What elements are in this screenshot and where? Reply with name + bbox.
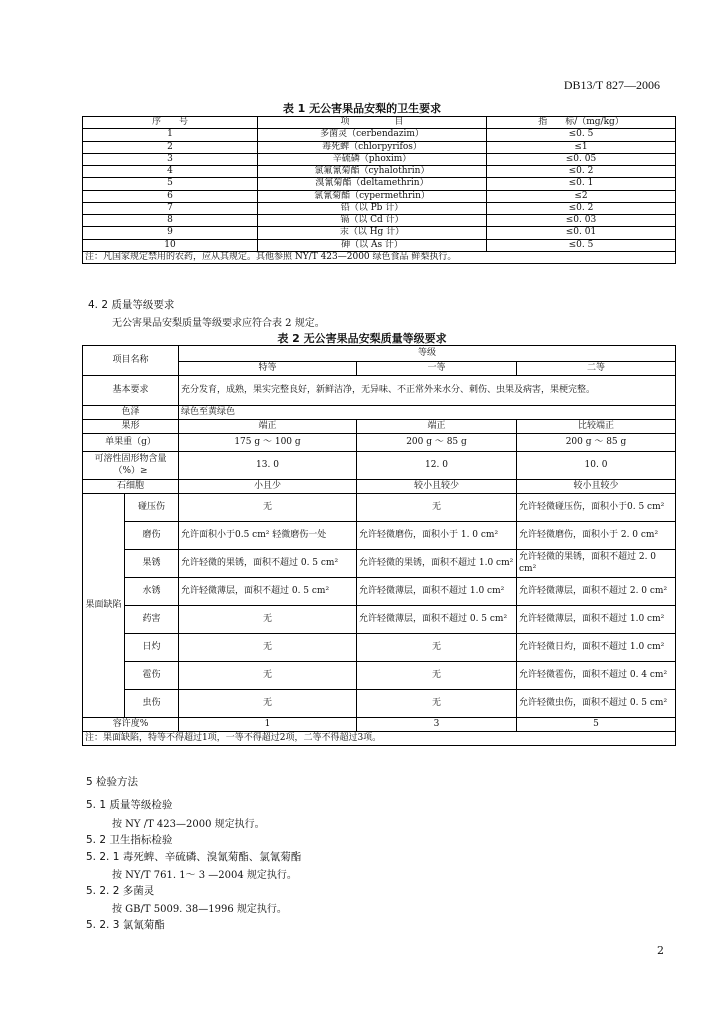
table-cell: 溴氰菊酯（deltamethrin） [258, 178, 487, 190]
table-cell: 氯氟氰菊酯（cyhalothrin） [258, 166, 487, 178]
section-5-1-title: 5. 1 质量等级检验 [86, 799, 173, 811]
section-5-2-2-text: 按 GB/T 5009. 38—1996 规定执行。 [112, 904, 287, 915]
standard-number: DB13/T 827—2006 [563, 78, 660, 92]
table-row [83, 215, 676, 227]
table1-caption: 表 1 无公害果品安梨的卫生要求 [282, 102, 442, 115]
defect-first: 允许轻微磨伤，面积小于 1. 0 cm² [357, 522, 517, 550]
page-number: 2 [657, 944, 664, 957]
header-cell: 指 标/（mg/kg） [487, 117, 676, 129]
color-label: 色泽 [83, 406, 179, 420]
table-cell: ≤0. 01 [487, 227, 676, 239]
header-cell: 序 号 [83, 117, 258, 129]
tolerance-value: 3 [357, 718, 517, 732]
table-cell: ≤0. 1 [487, 178, 676, 190]
stone-value: 小且少 [179, 480, 357, 494]
table-cell: ≤0. 2 [487, 166, 676, 178]
table-cell: 1 [83, 129, 258, 141]
defect-special: 无 [179, 606, 357, 634]
shape-value: 端正 [179, 420, 357, 434]
table-cell: ≤1 [487, 141, 676, 153]
defect-name: 药害 [125, 606, 179, 634]
defect-name: 果锈 [125, 550, 179, 578]
table-cell: 3 [83, 153, 258, 165]
defect-second: 允许轻微的果锈，面积不超过 2. 0 cm² [517, 550, 676, 578]
defect-row [83, 634, 676, 662]
table-cell: 10 [83, 239, 258, 251]
grade-first: 一等 [357, 362, 517, 376]
table-cell: 8 [83, 215, 258, 227]
shape-value: 端正 [357, 420, 517, 434]
table-cell: 多菌灵（cerbendazim） [258, 129, 487, 141]
section-5-2-1-title: 5. 2. 1 毒死蜱、辛硫磷、溴氰菊酯、氯氰菊酯 [86, 851, 302, 863]
table2-caption: 表 2 无公害果品安梨质量等级要求 [277, 332, 447, 345]
hygiene-table [82, 116, 676, 264]
defect-first: 允许轻微的果锈，面积不超过 1.0 cm² [357, 550, 517, 578]
defect-name: 水锈 [125, 578, 179, 606]
table-cell: ≤0. 05 [487, 153, 676, 165]
defect-row [83, 662, 676, 690]
defect-special: 无 [179, 690, 357, 718]
defect-first: 允许轻微薄层，面积不超过 0. 5 cm² [357, 606, 517, 634]
stone-label: 石细胞 [83, 480, 179, 494]
defect-row [83, 690, 676, 718]
table-cell: ≤0. 5 [487, 239, 676, 251]
defect-row [83, 550, 676, 578]
section-5-2-3-title: 5. 2. 3 氯氰菊酯 [86, 919, 165, 931]
defect-row [83, 578, 676, 606]
weight-value: 175 g ～ 100 g [179, 434, 357, 452]
weight-value: 200 g ～ 85 g [357, 434, 517, 452]
table-row [83, 239, 676, 251]
table-cell: ≤2 [487, 190, 676, 202]
defect-second: 允许轻微雹伤，面积不超过 0. 4 cm² [517, 662, 676, 690]
shape-label: 果形 [83, 420, 179, 434]
solid-value: 12. 0 [357, 452, 517, 480]
defect-first: 允许轻微薄层，面积不超过 1.0 cm² [357, 578, 517, 606]
section-5-1-text: 按 NY /T 423—2000 规定执行。 [112, 819, 265, 830]
solid-value: 10. 0 [517, 452, 676, 480]
section-5-2-title: 5. 2 卫生指标检验 [86, 834, 173, 846]
defect-special: 无 [179, 634, 357, 662]
table-cell: ≤0. 03 [487, 215, 676, 227]
item-name-header: 项目名称 [83, 346, 179, 376]
defect-special: 无 [179, 662, 357, 690]
table-row [83, 153, 676, 165]
tolerance-value: 5 [517, 718, 676, 732]
table-note-row [83, 251, 676, 263]
defect-second: 允许轻微薄层，面积不超过 2. 0 cm² [517, 578, 676, 606]
defect-row [83, 522, 676, 550]
table2-note: 注：果面缺陷，特等不得超过1项，一等不得超过2项，二等不得超过3项。 [83, 732, 676, 746]
defect-first: 无 [357, 662, 517, 690]
tolerance-value: 1 [179, 718, 357, 732]
defect-second: 允许轻微薄层，面积不超过 1.0 cm² [517, 606, 676, 634]
grade-special: 特等 [179, 362, 357, 376]
weight-label: 单果重（g） [83, 434, 179, 452]
table-cell: 铅（以 Pb 计） [258, 202, 487, 214]
section-4-2-text: 无公害果品安梨质量等级要求应符合表 2 规定。 [112, 318, 325, 329]
section-5-title: 5 检验方法 [86, 776, 139, 788]
shape-value: 比较端正 [517, 420, 676, 434]
table-cell: ≤0. 5 [487, 129, 676, 141]
table-cell: 氯氰菊酯（cypermethrin） [258, 190, 487, 202]
defect-name: 日灼 [125, 634, 179, 662]
tolerance-label: 容许度% [83, 718, 179, 732]
table-row [83, 129, 676, 141]
table-cell: 4 [83, 166, 258, 178]
table-row [83, 166, 676, 178]
solid-label: 可溶性固形物含量（%）≥ [83, 452, 179, 480]
section-4-2-title: 4. 2 质量等级要求 [88, 299, 175, 311]
table-cell: 9 [83, 227, 258, 239]
defect-second: 允许轻微碰压伤，面积小于0. 5 cm² [517, 494, 676, 522]
defect-row [83, 606, 676, 634]
defect-name: 雹伤 [125, 662, 179, 690]
table-cell: 辛硫磷（phoxim） [258, 153, 487, 165]
table-cell: ≤0. 2 [487, 202, 676, 214]
table-cell: 7 [83, 202, 258, 214]
defect-second: 允许轻微日灼，面积不超过 1.0 cm² [517, 634, 676, 662]
table-cell: 砷（以 As 计） [258, 239, 487, 251]
defect-name: 碰压伤 [125, 494, 179, 522]
section-5-2-2-title: 5. 2. 2 多菌灵 [86, 885, 155, 897]
basic-label: 基本要求 [83, 376, 179, 406]
defect-second: 允许轻微虫伤，面积不超过 0. 5 cm² [517, 690, 676, 718]
table-cell: 6 [83, 190, 258, 202]
grade-header: 等级 [179, 346, 676, 362]
color-text: 绿色至黄绿色 [179, 406, 676, 420]
defect-name: 虫伤 [125, 690, 179, 718]
table-cell: 2 [83, 141, 258, 153]
header-cell: 项 目 [258, 117, 487, 129]
table-cell: 5 [83, 178, 258, 190]
defect-special: 允许面积小于0.5 cm² 轻微磨伤一处 [179, 522, 357, 550]
defect-special: 允许轻微的果锈，面积不超过 0. 5 cm² [179, 550, 357, 578]
quality-grade-table [82, 345, 676, 746]
table-row [83, 227, 676, 239]
table1-note: 注：凡国家规定禁用的农药，应从其规定。其他参照 NY/T 423—2000 绿色食品 鲜梨执行。 [83, 251, 676, 263]
stone-value: 较小且较少 [517, 480, 676, 494]
table-row [83, 190, 676, 202]
defect-first: 无 [357, 690, 517, 718]
table-cell: 汞（以 Hg 计） [258, 227, 487, 239]
section-5-2-1-text: 按 NY/T 761. 1～ 3 —2004 规定执行。 [112, 870, 297, 881]
defect-name: 磨伤 [125, 522, 179, 550]
defect-first: 无 [357, 634, 517, 662]
defect-second: 允许轻微磨伤，面积小于 2. 0 cm² [517, 522, 676, 550]
defect-group-label: 果面缺陷 [83, 494, 125, 718]
table-cell: 镉（以 Cd 计） [258, 215, 487, 227]
defect-first: 无 [357, 494, 517, 522]
table-row [83, 141, 676, 153]
defect-special: 允许轻微薄层，面积不超过 0. 5 cm² [179, 578, 357, 606]
table-header-row [83, 117, 676, 129]
table-row [83, 178, 676, 190]
basic-text: 充分发育，成熟，果实完整良好，新鲜洁净，无异味、不正常外来水分、刺伤、虫果及病害，果梗完整。 [179, 376, 676, 406]
defect-row [83, 494, 676, 522]
stone-value: 较小且较少 [357, 480, 517, 494]
weight-value: 200 g ～ 85 g [517, 434, 676, 452]
solid-value: 13. 0 [179, 452, 357, 480]
grade-second: 二等 [517, 362, 676, 376]
defect-special: 无 [179, 494, 357, 522]
table-row [83, 202, 676, 214]
table-cell: 毒死蜱（chlorpyrifos） [258, 141, 487, 153]
